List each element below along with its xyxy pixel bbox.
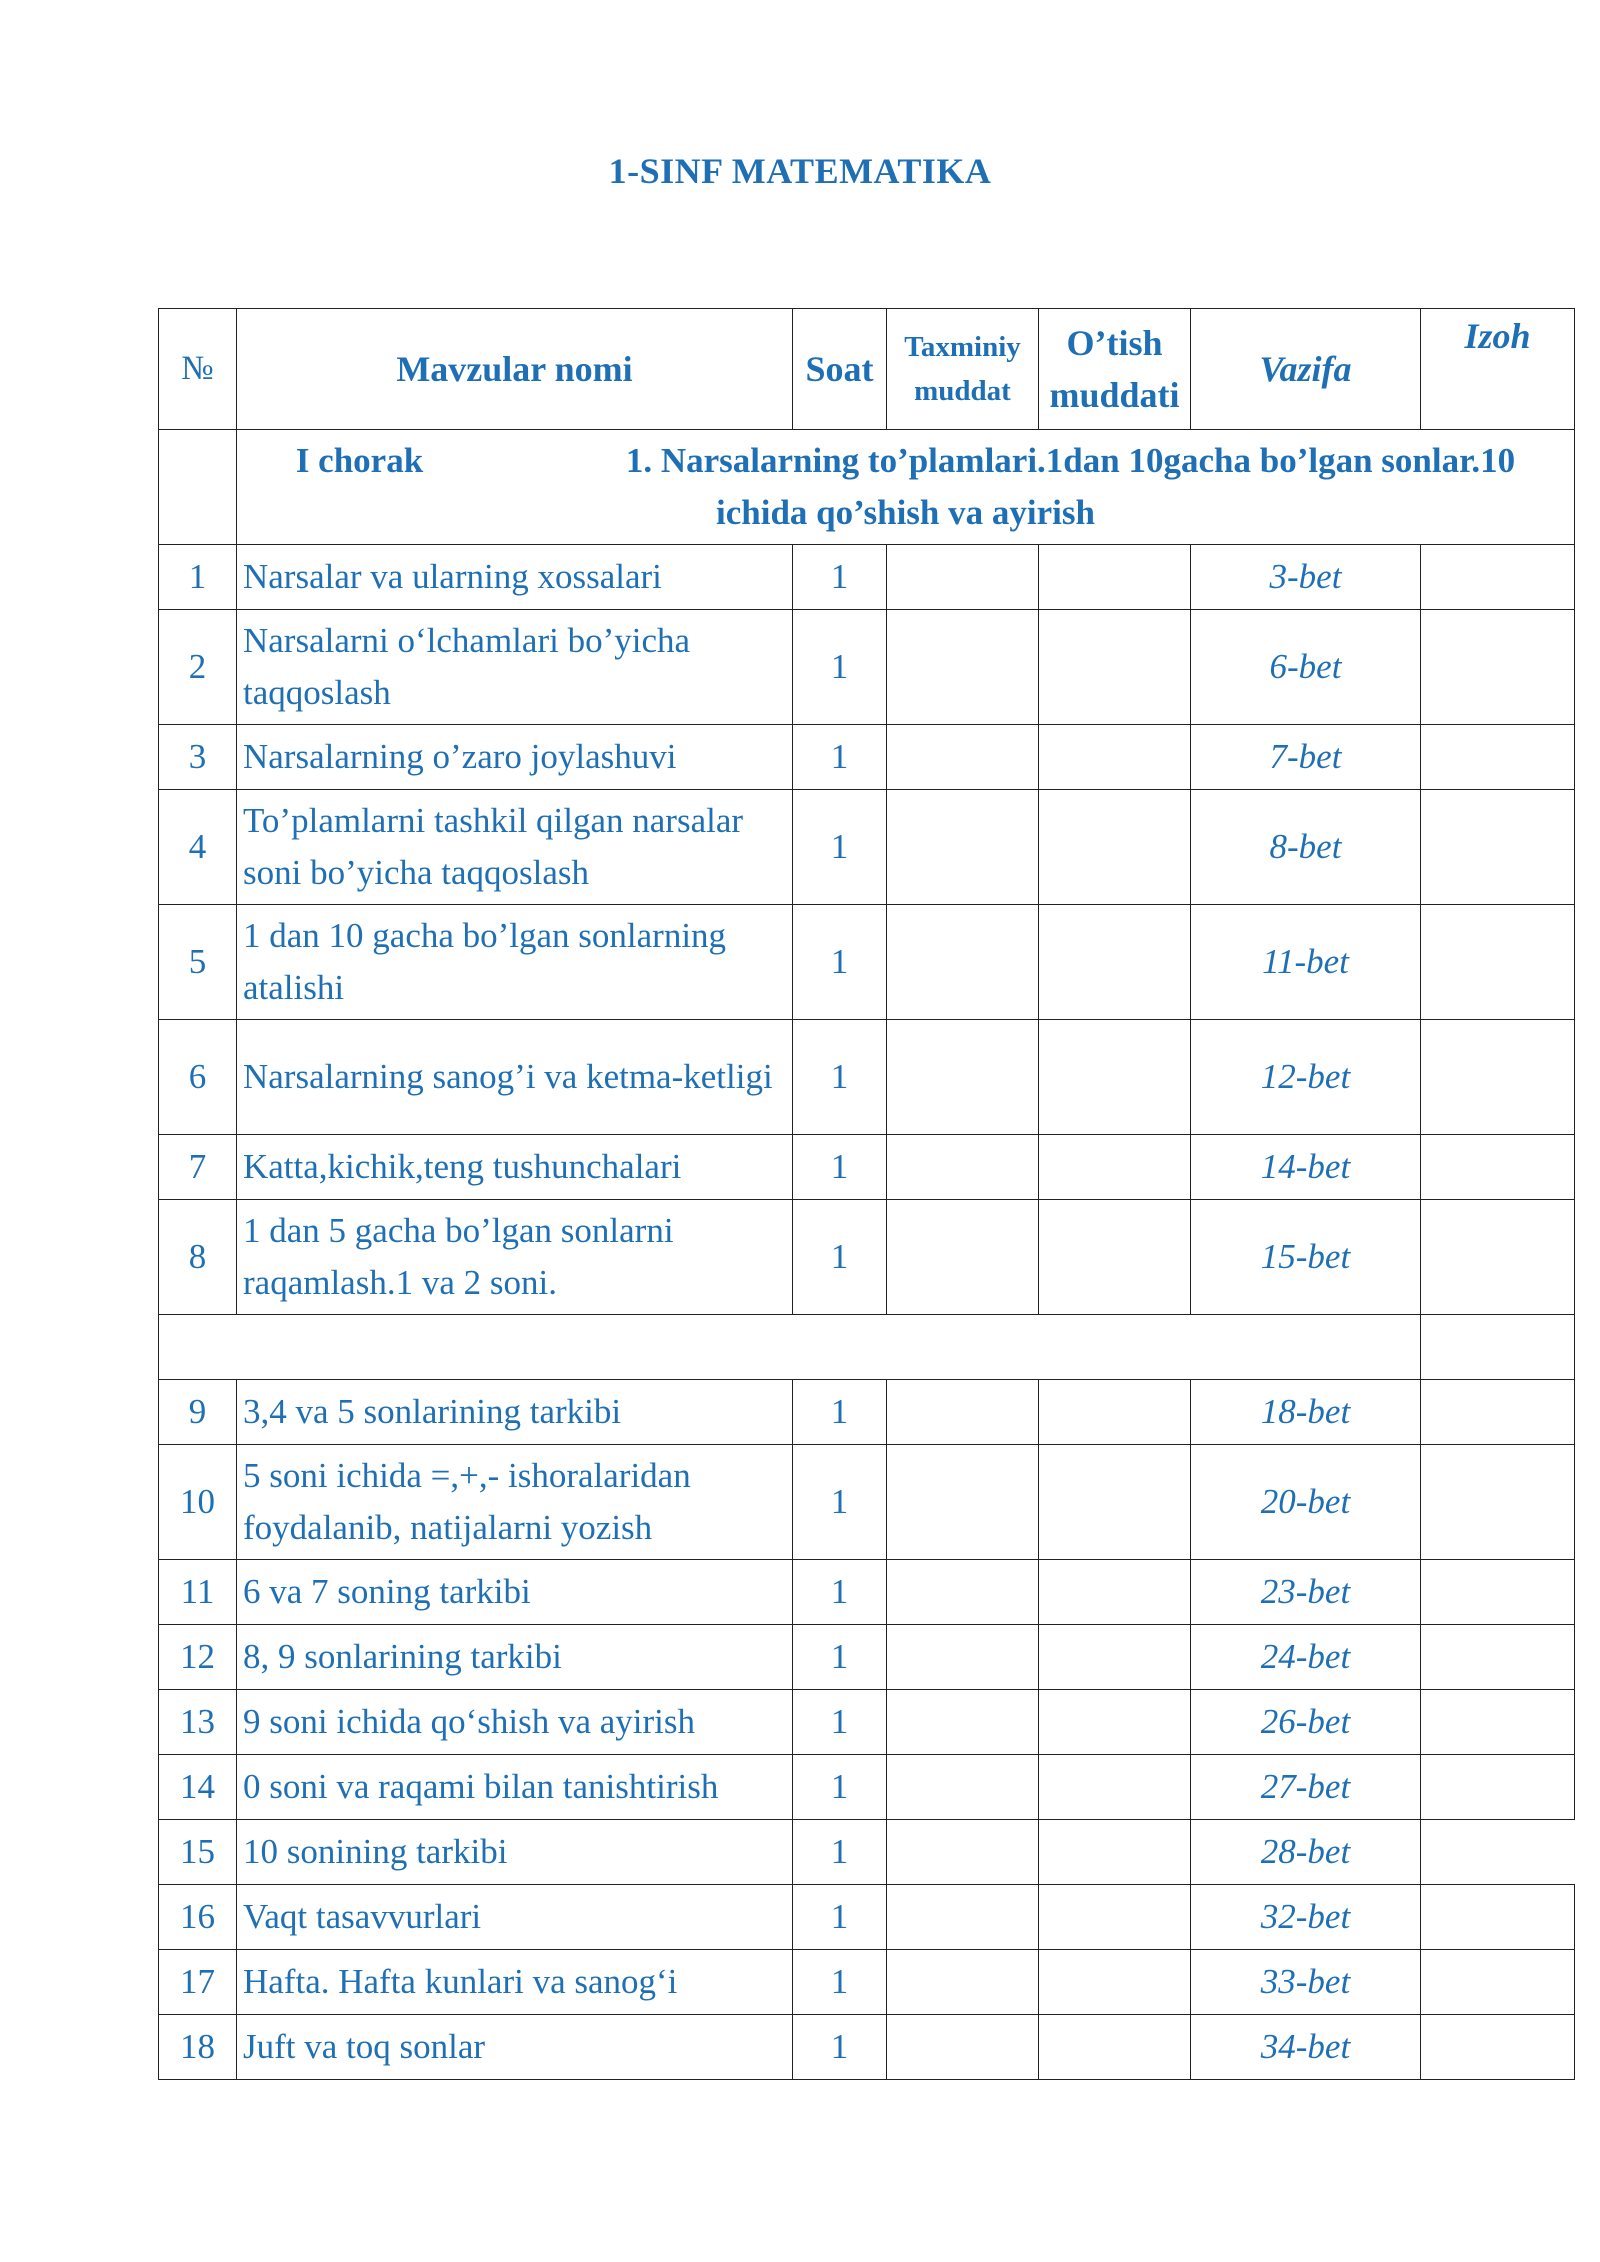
table-row [159,1020,1575,1135]
header-completion-date [1039,309,1191,430]
row-number: 17 [159,1950,237,2015]
topic-cell: 9 soni ichida qo‘shish va ayirish [237,1690,793,1755]
completion-date-cell [1039,1690,1191,1755]
estimated-date-cell [887,1445,1039,1560]
section-heading-line1: 1. Narsalarning to’plamlari.1dan 10gacha bo’lgan sonlar.10 [625,441,1516,480]
topic-cell: Katta,kichik,teng tushunchalari [237,1135,793,1200]
table-row [159,1200,1575,1315]
estimated-date-cell [887,1820,1039,1885]
quarter-number-cell [159,430,237,545]
row-number: 16 [159,1885,237,1950]
task-cell: 32-bet [1191,1885,1421,1950]
spacer-cell [159,1315,1421,1380]
table-row [159,1625,1575,1690]
header-task: Vazifa [1191,309,1421,430]
table-row [159,1950,1575,2015]
lesson-plan-table [158,308,1575,2080]
note-cell [1421,725,1575,790]
completion-date-cell [1039,2015,1191,2080]
task-cell: 11-bet [1191,905,1421,1020]
row-number: 8 [159,1200,237,1315]
note-cell [1421,1820,1575,1885]
task-cell: 34-bet [1191,2015,1421,2080]
estimated-date-cell [887,1885,1039,1950]
row-number: 9 [159,1380,237,1445]
note-cell [1421,1200,1575,1315]
hours-cell: 1 [793,905,887,1020]
completion-date-cell [1039,1820,1191,1885]
completion-date-cell [1039,725,1191,790]
estimated-date-cell [887,1135,1039,1200]
hours-cell: 1 [793,1690,887,1755]
header-estimated-date-line2: muddat [914,375,1011,407]
completion-date-cell [1039,1135,1191,1200]
table-row [159,725,1575,790]
topic-cell: Juft va toq sonlar [237,2015,793,2080]
header-completion-date-line1: O’tish [1066,323,1163,363]
completion-date-cell [1039,1625,1191,1690]
row-number: 6 [159,1020,237,1135]
note-cell [1421,1020,1575,1135]
estimated-date-cell [887,905,1039,1020]
topic-cell: 10 sonining tarkibi [237,1820,793,1885]
hours-cell: 1 [793,1445,887,1560]
estimated-date-cell [887,2015,1039,2080]
completion-date-cell [1039,1200,1191,1315]
page-title: 1-SINF MATEMATIKA [608,151,992,191]
section-heading-line2: ichida qo’shish va ayirish [716,493,1095,532]
note-cell [1421,1445,1575,1560]
table-row [159,905,1575,1020]
table-row [159,2015,1575,2080]
hours-cell: 1 [793,610,887,725]
note-cell [1421,1380,1575,1445]
row-number: 14 [159,1755,237,1820]
hours-cell: 1 [793,1755,887,1820]
row-number: 11 [159,1560,237,1625]
hours-cell: 1 [793,1020,887,1135]
note-cell [1421,1135,1575,1200]
topic-cell: 1 dan 10 gacha bo’lgan sonlarning atalishi [237,905,793,1020]
task-cell: 24-bet [1191,1625,1421,1690]
table-row [159,545,1575,610]
hours-cell: 1 [793,545,887,610]
task-cell: 20-bet [1191,1445,1421,1560]
note-cell [1421,1690,1575,1755]
completion-date-cell [1039,1885,1191,1950]
completion-date-cell [1039,610,1191,725]
hours-cell: 1 [793,1200,887,1315]
row-number: 13 [159,1690,237,1755]
quarter-label: I chorak [295,441,424,480]
topic-cell: 3,4 va 5 sonlarining tarkibi [237,1380,793,1445]
estimated-date-cell [887,790,1039,905]
note-cell [1421,1755,1575,1820]
row-number: 2 [159,610,237,725]
table-body [159,430,1575,2080]
estimated-date-cell [887,725,1039,790]
table-row [159,1885,1575,1950]
completion-date-cell [1039,1020,1191,1135]
task-cell: 12-bet [1191,1020,1421,1135]
note-cell [1421,1625,1575,1690]
table-row [159,1380,1575,1445]
header-number: № [159,309,237,430]
topic-cell: 1 dan 5 gacha bo’lgan sonlarni raqamlash.1 va 2 soni. [237,1200,793,1315]
estimated-date-cell [887,610,1039,725]
estimated-date-cell [887,1560,1039,1625]
hours-cell: 1 [793,1380,887,1445]
row-number: 10 [159,1445,237,1560]
task-cell: 18-bet [1191,1380,1421,1445]
spacer-row [159,1315,1575,1380]
table-row [159,610,1575,725]
topic-cell: Narsalar va ularning xossalari [237,545,793,610]
row-number: 15 [159,1820,237,1885]
estimated-date-cell [887,1950,1039,2015]
task-cell: 33-bet [1191,1950,1421,2015]
estimated-date-cell [887,1020,1039,1135]
hours-cell: 1 [793,1560,887,1625]
table-row [159,1690,1575,1755]
note-cell [1421,1950,1575,2015]
header-estimated-date-line1: Taxminiy [904,331,1021,363]
estimated-date-cell [887,1200,1039,1315]
row-number: 1 [159,545,237,610]
row-number: 18 [159,2015,237,2080]
estimated-date-cell [887,1755,1039,1820]
note-cell [1421,790,1575,905]
topic-cell: 5 soni ichida =,+,- ishoralaridan foydalanib, natijalarni yozish [237,1445,793,1560]
header-hours: Soat [793,309,887,430]
table-row [159,1560,1575,1625]
task-cell: 26-bet [1191,1690,1421,1755]
header-estimated-date [887,309,1039,430]
header-topic: Mavzular nomi [237,309,793,430]
header-completion-date-line2: muddati [1049,375,1180,415]
task-cell: 3-bet [1191,545,1421,610]
spacer-note-cell [1421,1315,1575,1380]
completion-date-cell [1039,1950,1191,2015]
topic-cell: Hafta. Hafta kunlari va sanog‘i [237,1950,793,2015]
table-row [159,1755,1575,1820]
task-cell: 23-bet [1191,1560,1421,1625]
row-number: 5 [159,905,237,1020]
header-note: Izoh [1421,309,1575,430]
note-cell [1421,2015,1575,2080]
topic-cell: 8, 9 sonlarining tarkibi [237,1625,793,1690]
task-cell: 14-bet [1191,1135,1421,1200]
topic-cell: Vaqt tasavvurlari [237,1885,793,1950]
task-cell: 15-bet [1191,1200,1421,1315]
row-number: 12 [159,1625,237,1690]
topic-cell: To’plamlarni tashkil qilgan narsalar soni bo’yicha taqqoslash [237,790,793,905]
completion-date-cell [1039,1445,1191,1560]
task-cell: 27-bet [1191,1755,1421,1820]
hours-cell: 1 [793,1885,887,1950]
hours-cell: 1 [793,1950,887,2015]
table-row [159,1445,1575,1560]
task-cell: 28-bet [1191,1820,1421,1885]
row-number: 7 [159,1135,237,1200]
task-cell: 6-bet [1191,610,1421,725]
task-cell: 8-bet [1191,790,1421,905]
completion-date-cell [1039,905,1191,1020]
task-cell: 7-bet [1191,725,1421,790]
row-number: 4 [159,790,237,905]
table-row [159,1135,1575,1200]
hours-cell: 1 [793,1135,887,1200]
table-row [159,790,1575,905]
completion-date-cell [1039,545,1191,610]
topic-cell: 0 soni va raqami bilan tanishtirish [237,1755,793,1820]
table-row [159,1820,1575,1885]
completion-date-cell [1039,1380,1191,1445]
quarter-heading-row [159,430,1575,545]
note-cell [1421,1885,1575,1950]
hours-cell: 1 [793,2015,887,2080]
completion-date-cell [1039,1755,1191,1820]
topic-cell: Narsalarning sanog’i va ketma-ketligi [237,1020,793,1135]
quarter-heading [237,430,1575,545]
note-cell [1421,545,1575,610]
topic-cell: Narsalarning o’zaro joylashuvi [237,725,793,790]
hours-cell: 1 [793,725,887,790]
topic-cell: 6 va 7 soning tarkibi [237,1560,793,1625]
note-cell [1421,905,1575,1020]
hours-cell: 1 [793,1625,887,1690]
estimated-date-cell [887,1690,1039,1755]
row-number: 3 [159,725,237,790]
table-header-row [159,309,1575,430]
completion-date-cell [1039,790,1191,905]
estimated-date-cell [887,545,1039,610]
note-cell [1421,610,1575,725]
note-cell [1421,1560,1575,1625]
hours-cell: 1 [793,1820,887,1885]
estimated-date-cell [887,1625,1039,1690]
topic-cell: Narsalarni o‘lchamlari bo’yicha taqqoslash [237,610,793,725]
estimated-date-cell [887,1380,1039,1445]
hours-cell: 1 [793,790,887,905]
completion-date-cell [1039,1560,1191,1625]
